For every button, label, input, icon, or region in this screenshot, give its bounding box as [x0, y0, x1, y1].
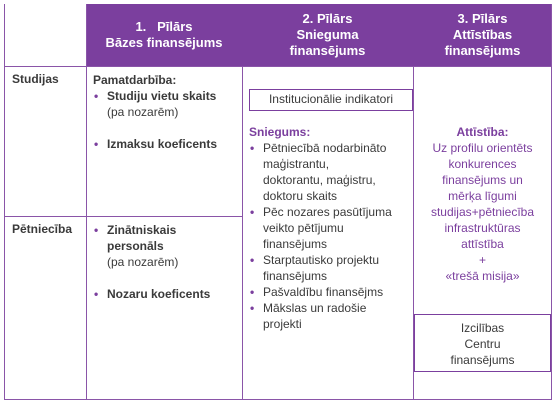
col1-studijas-block	[93, 72, 241, 152]
row-label-studijas: Studijas	[12, 72, 59, 86]
header-pillar-3-title: 3. Pīlārs	[457, 11, 508, 26]
list-item: • Nozaru koeficents	[93, 286, 241, 302]
header-pillar-3-subtitle-2: finansējums	[444, 43, 521, 58]
institutional-indicators-box: Institucionālie indikatori	[249, 89, 413, 111]
col1-studijas-list	[93, 88, 241, 152]
col3-line: konkurences	[448, 157, 517, 171]
header-pillar-1-title: 1. Pīlārs	[135, 19, 193, 34]
header-pillar-2-subtitle-1: Snieguma	[296, 27, 359, 42]
list-item: • Zinātniskais personāls (pa nozarēm)	[93, 222, 241, 270]
header-pillar-2	[242, 4, 413, 66]
col2-list	[249, 140, 411, 332]
list-item: • Mākslas un radošie projekti	[249, 300, 411, 332]
col1-petnieciba-list	[93, 222, 241, 302]
col3-line: finansējums un	[442, 173, 523, 187]
row-label-petnieciba: Pētniecība	[12, 222, 73, 236]
col3-line: studijas+pētniecība	[430, 205, 535, 219]
grid-line-col2	[242, 66, 243, 400]
col3-attistiba-block	[414, 124, 551, 284]
col3-line: Uz profilu orientēts	[432, 141, 533, 155]
header-pillar-3-subtitle-1: Attīstības	[452, 27, 513, 42]
grid-line-col1	[86, 4, 87, 400]
grid-line-left	[4, 4, 5, 400]
col3-line: +	[478, 253, 486, 267]
header-pillar-1-subtitle: Bāzes finansējums	[105, 35, 223, 50]
header-pillar-2-subtitle-2: finansējums	[289, 43, 366, 58]
header-pillar-2-title: 2. Pīlārs	[302, 11, 353, 26]
grid-line-row-split	[4, 216, 242, 217]
col3-title: Attīstība:	[456, 125, 509, 139]
excellence-centres-box: Izcilības Centru finansējums	[414, 314, 551, 372]
list-item: • Pašvaldību finansējms	[249, 284, 411, 300]
grid-line-bottom	[4, 399, 552, 400]
col3-line: attīstība	[461, 237, 504, 251]
col2-title: Sniegums:	[249, 125, 311, 139]
col2-sniegums-block	[249, 124, 411, 332]
grid-line-header-bottom	[4, 66, 552, 67]
col1-title: Pamatdarbība:	[93, 73, 177, 87]
list-item: • Pētniecībā nodarbināto maģistrantu, doktorantu, maģistru, doktoru skaits	[249, 140, 411, 204]
list-item: • Izmaksu koeficents	[93, 136, 241, 152]
col3-line: «trešā misija»	[445, 269, 520, 283]
col3-line: infrastruktūras	[444, 221, 521, 235]
list-item: • Starptautisko projektu finansējums	[249, 252, 411, 284]
col1-petnieciba-block	[93, 222, 241, 302]
header-pillar-1	[86, 4, 242, 66]
grid-line-right	[551, 4, 552, 400]
list-item: • Pēc nozares pasūtījuma veikto pētījumu finansējums	[249, 204, 411, 252]
col3-line: mērķa līgumi	[448, 189, 517, 203]
list-item: • Studiju vietu skaits (pa nozarēm)	[93, 88, 241, 120]
header-pillar-3	[413, 4, 552, 66]
